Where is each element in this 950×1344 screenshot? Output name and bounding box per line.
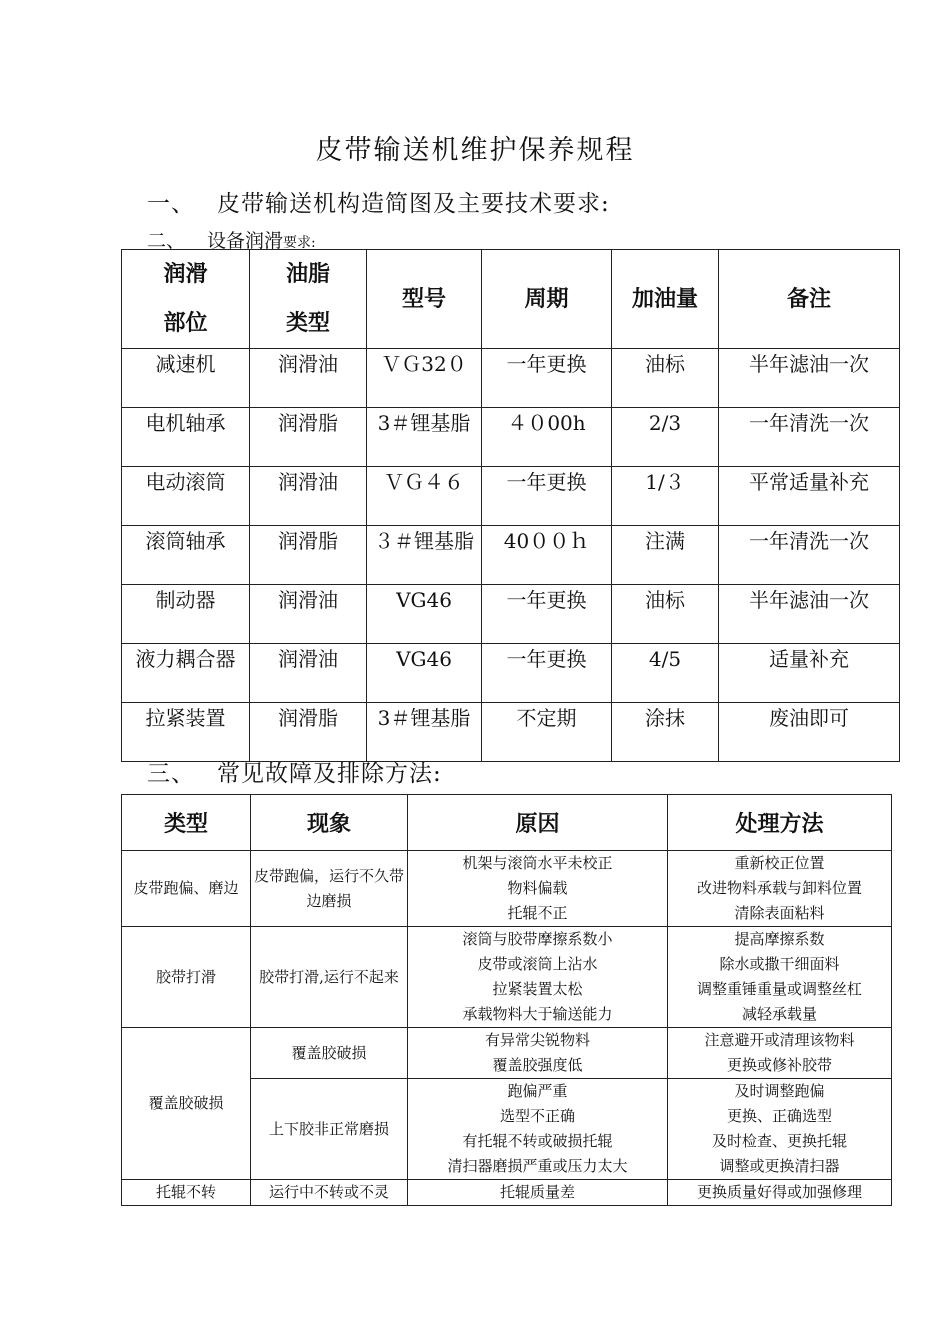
table-cell: 注满 [612,526,719,585]
table-cell: 润滑油 [250,467,367,526]
table-cell: ３＃锂基脂 [367,526,482,585]
table-row [122,851,892,927]
fault-table [121,794,892,1206]
column-header-line: 部位 [163,311,208,336]
cause-line: 清扫器磨损严重或压力太大 [447,1157,628,1175]
fix-cell [668,1180,892,1206]
table-cell: 4/5 [612,644,719,703]
fix-line: 重新校正位置 [734,854,825,872]
column-header-line: 加油量 [631,286,698,312]
section-1-text: 皮带输送机构造简图及主要技术要求: [217,191,610,217]
table-row [122,1028,892,1079]
table-cell: 一年更换 [482,349,612,408]
cause-cell [408,1079,668,1180]
fault-type-cell: 胶带打滑 [122,927,251,1028]
table-cell: 一年清洗一次 [719,526,900,585]
table-cell: 废油即可 [719,703,900,762]
table-cell: ＶＧ４６ [367,467,482,526]
table-row [122,467,900,526]
table-cell: 平常适量补充 [719,467,900,526]
column-header: 现象 [251,795,408,851]
table-cell: 一年更换 [482,585,612,644]
cause-line: 覆盖胶强度低 [492,1056,583,1074]
table-cell: ４０00h [482,408,612,467]
table-row [122,644,900,703]
section-2-number: 二、 [147,230,186,252]
table-cell: 电动滚筒 [122,467,250,526]
fix-line: 及时调整跑偏 [734,1082,825,1100]
table-cell: 2/3 [612,408,719,467]
cause-cell [408,1028,668,1079]
table-row [122,927,892,1028]
cause-cell [408,851,668,927]
table-cell: 拉紧装置 [122,703,250,762]
fix-line: 更换质量好得或加强修理 [696,1183,862,1201]
cause-line: 承载物料大于输送能力 [462,1005,613,1023]
table-cell: ＶＧ32０ [367,349,482,408]
column-header: 类型 [122,795,251,851]
fix-cell [668,1079,892,1180]
section-3-heading [147,755,442,788]
fault-type-cell: 覆盖胶破损 [122,1028,251,1180]
phenomenon-cell: 胶带打滑,运行不起来 [251,927,408,1028]
column-header [482,250,612,349]
cause-cell [408,927,668,1028]
table-row [122,526,900,585]
fault-type-cell: 托辊不转 [122,1180,251,1206]
table-cell: 滚筒轴承 [122,526,250,585]
fix-line: 提高摩擦系数 [734,930,825,948]
cause-line: 拉紧装置太松 [492,980,583,998]
cause-line: 滚筒与胶带摩擦系数小 [462,930,613,948]
fix-cell [668,1028,892,1079]
table-cell: 润滑油 [250,585,367,644]
fix-line: 清除表面粘料 [734,904,825,922]
table-cell: 润滑脂 [250,408,367,467]
table-row [122,408,900,467]
column-header [250,250,367,349]
column-header: 处理方法 [668,795,892,851]
table-cell: 涂抹 [612,703,719,762]
column-header-line: 备注 [786,286,831,312]
section-3-number: 三、 [147,761,195,787]
fix-line: 减轻承载量 [741,1005,817,1023]
table-cell: VG46 [367,585,482,644]
column-header [612,250,719,349]
fix-line: 改进物料承载与卸料位置 [696,879,862,897]
fault-type-cell: 皮带跑偏、磨边 [122,851,251,927]
table-cell: 3＃锂基脂 [367,408,482,467]
lubrication-header-row [122,250,900,349]
table-cell: 液力耦合器 [122,644,250,703]
cause-line: 选型不正确 [499,1107,575,1125]
section-2-suffix: 要求: [283,235,316,251]
phenomenon-cell: 上下胶非正常磨损 [251,1079,408,1180]
table-cell: 一年更换 [482,467,612,526]
fix-line: 更换、正确选型 [726,1107,832,1125]
cause-line: 有托辊不转或破损托辊 [462,1132,613,1150]
column-header [367,250,482,349]
fix-line: 注意避开或清理该物料 [704,1031,855,1049]
phenomenon-cell: 皮带跑偏，运行不久带边磨损 [251,851,408,927]
table-cell: 半年滤油一次 [719,349,900,408]
table-cell: 减速机 [122,349,250,408]
table-cell: 油标 [612,585,719,644]
table-cell: 3＃锂基脂 [367,703,482,762]
table-row [122,1180,892,1206]
table-cell: 适量补充 [719,644,900,703]
table-cell: 制动器 [122,585,250,644]
document-title: 皮带输送机维护保养规程 [315,135,635,166]
column-header: 原因 [408,795,668,851]
fix-line: 更换或修补胶带 [726,1056,832,1074]
column-header-line: 类型 [285,311,330,336]
fix-line: 及时检查、更换托辊 [711,1132,847,1150]
cause-line: 跑偏严重 [507,1082,568,1100]
table-cell: 1/３ [612,467,719,526]
table-cell: VG46 [367,644,482,703]
phenomenon-cell: 运行中不转或不灵 [251,1180,408,1206]
cause-line: 物料偏载 [507,879,568,897]
cause-line: 托辊不正 [507,904,568,922]
cause-line: 托辊质量差 [499,1183,575,1201]
section-3-text: 常见故障及排除方法: [217,761,442,787]
table-cell: 电机轴承 [122,408,250,467]
cause-line: 皮带或滚筒上沾水 [477,955,598,973]
fix-line: 调整或更换清扫器 [719,1157,840,1175]
table-cell: 40００ｈ [482,526,612,585]
column-header-line: 润滑 [163,262,208,287]
table-cell: 一年更换 [482,644,612,703]
section-1-heading [147,185,610,218]
cause-line: 机架与滚筒水平未校正 [462,854,613,872]
section-1-number: 一、 [147,191,195,217]
table-cell: 润滑油 [250,349,367,408]
table-cell: 润滑脂 [250,703,367,762]
cause-line: 有异常尖锐物料 [484,1031,590,1049]
column-header-line: 油脂 [285,262,330,287]
fix-cell [668,927,892,1028]
column-header [719,250,900,349]
table-row [122,585,900,644]
table-row [122,349,900,408]
table-row [122,703,900,762]
section-2-text: 设备润滑 [207,230,284,252]
fault-header-row [122,795,892,851]
table-cell: 一年清洗一次 [719,408,900,467]
lubrication-table [121,249,900,762]
table-cell: 半年滤油一次 [719,585,900,644]
fix-line: 调整重锤重量或调整丝杠 [696,980,862,998]
cause-cell [408,1180,668,1206]
phenomenon-cell: 覆盖胶破损 [251,1028,408,1079]
table-cell: 油标 [612,349,719,408]
fix-line: 除水或撒干细面料 [719,955,840,973]
fix-cell [668,851,892,927]
table-cell: 润滑油 [250,644,367,703]
column-header [122,250,250,349]
table-cell: 不定期 [482,703,612,762]
column-header-line: 周期 [524,286,569,312]
table-cell: 润滑脂 [250,526,367,585]
column-header-line: 型号 [401,286,446,312]
